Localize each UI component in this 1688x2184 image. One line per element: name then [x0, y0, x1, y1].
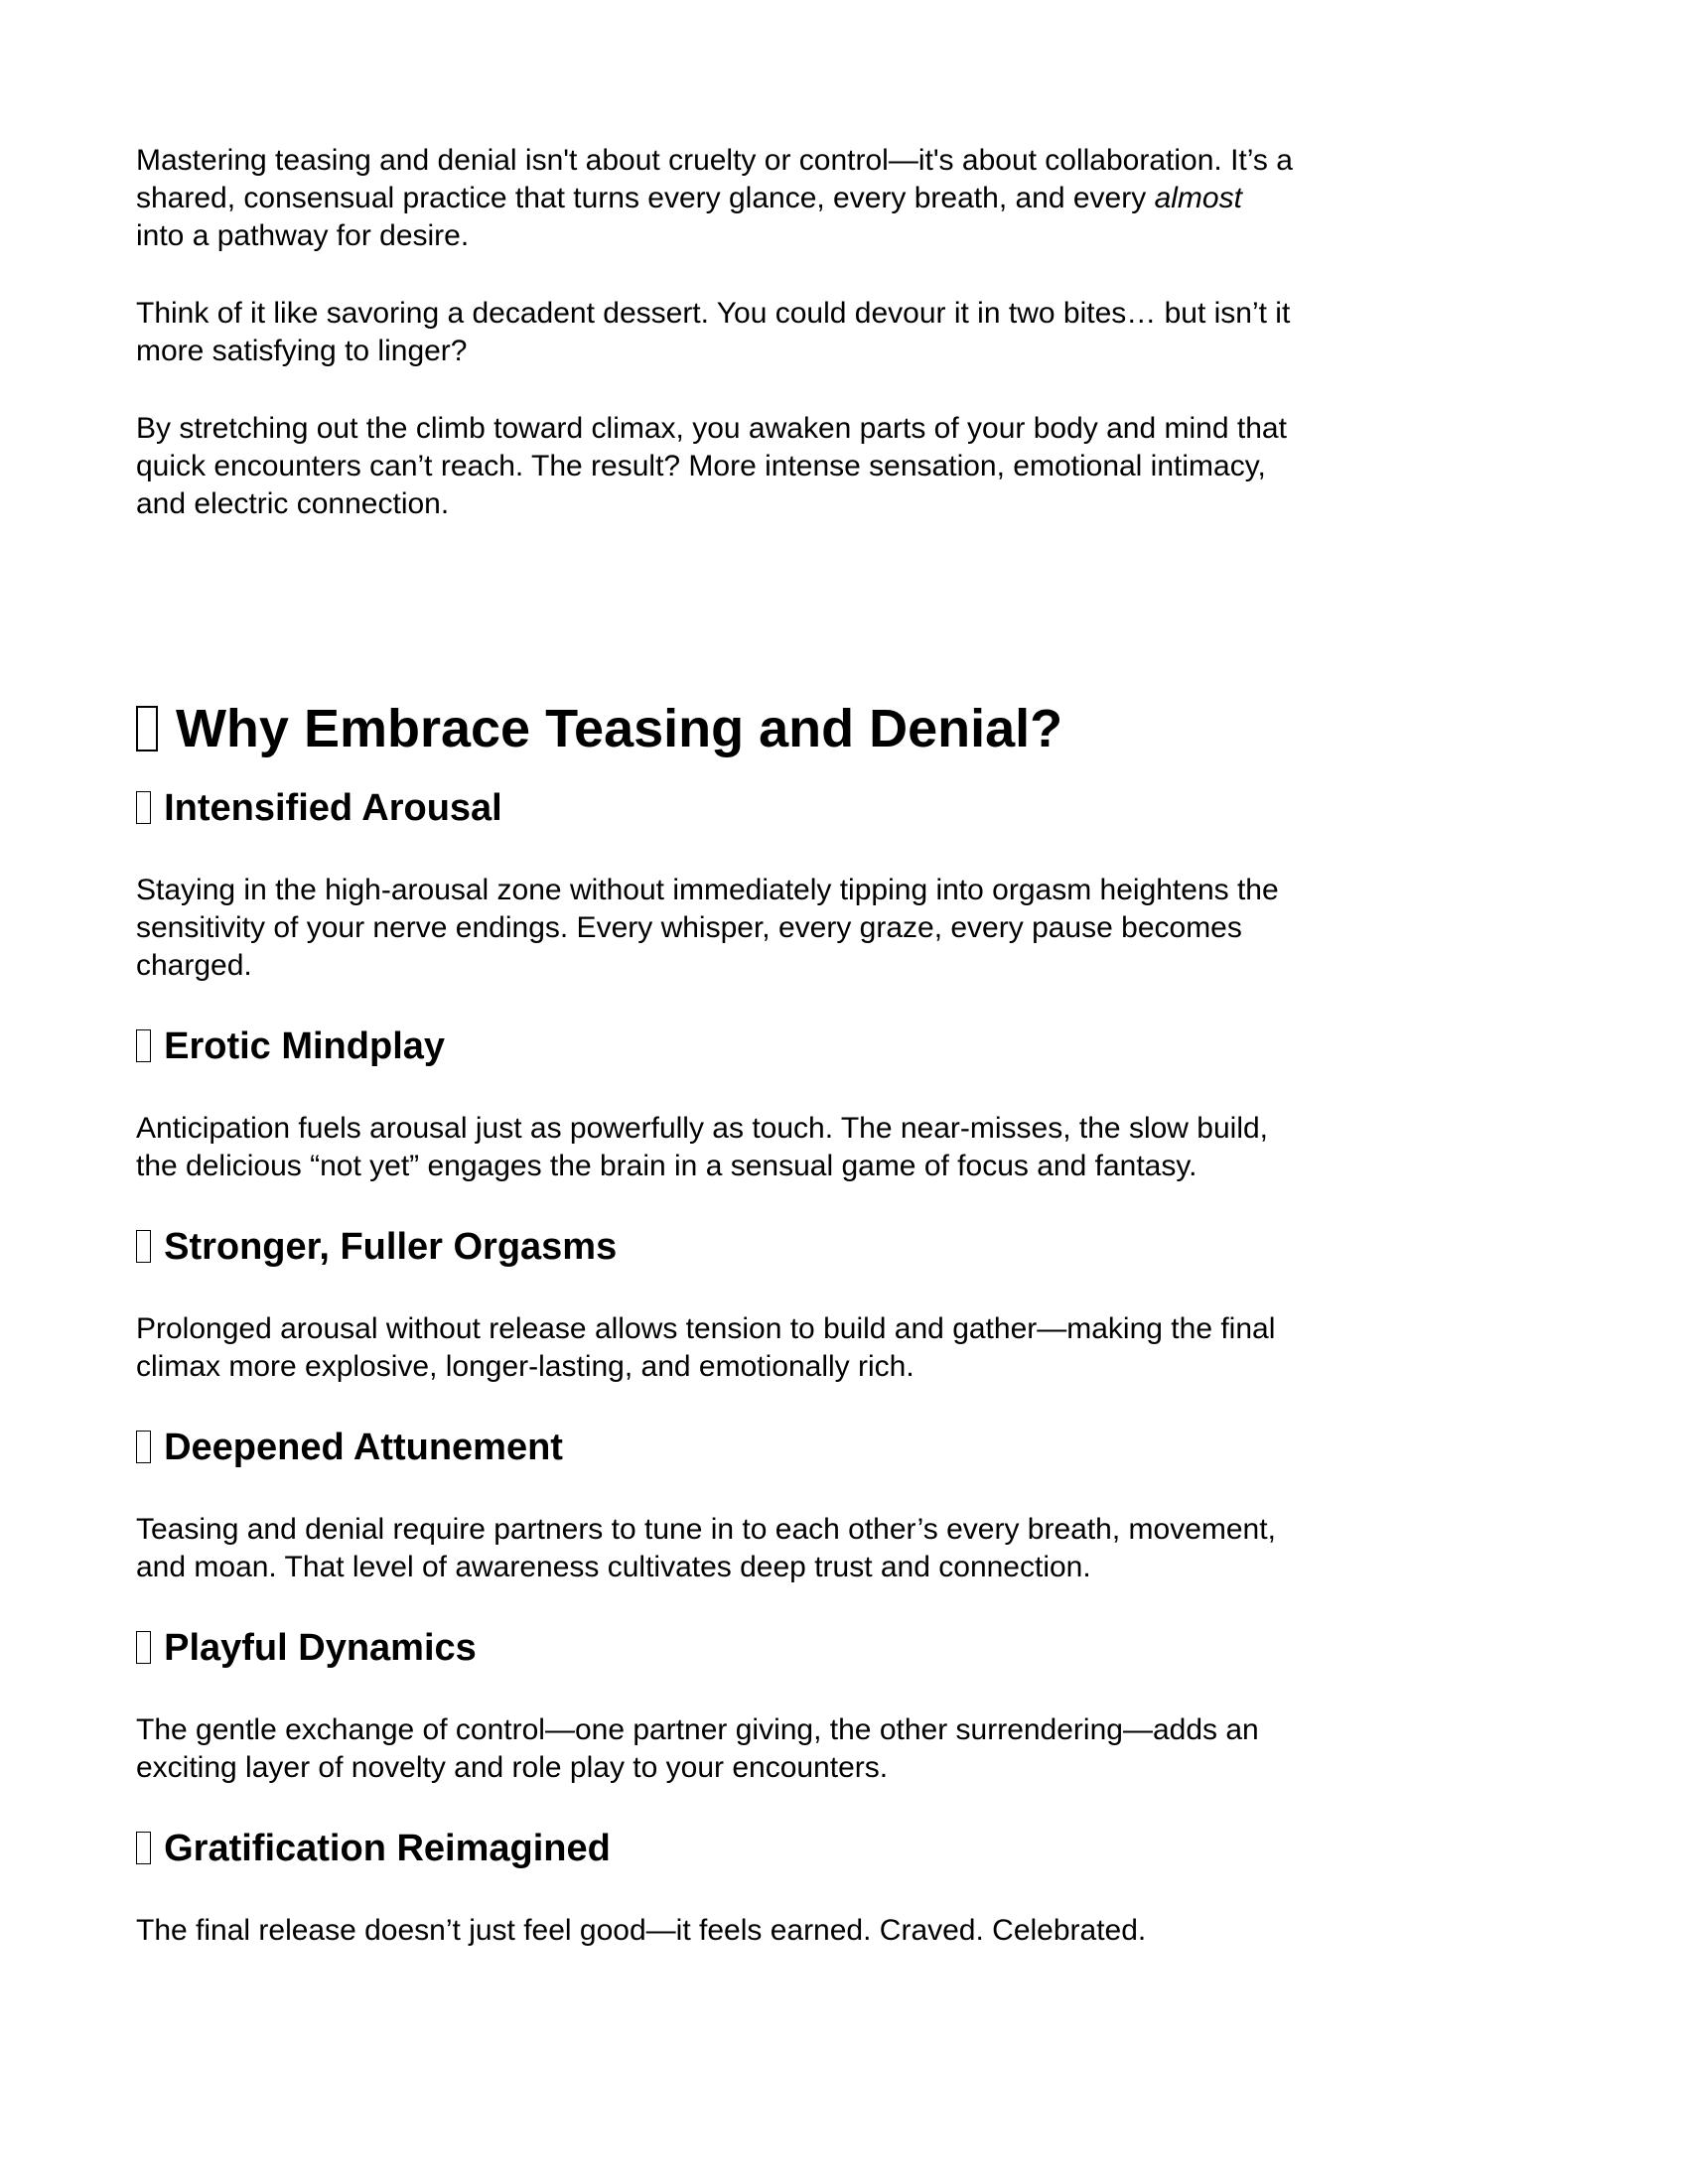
text-run: Staying in the high-arousal zone without immediately tipping into orgasm heightens the: [136, 874, 1279, 906]
text-run: By stretching out the climb toward climax, you awaken parts of your body and mind that: [136, 412, 1287, 445]
subsection-title: [136, 1626, 1569, 1670]
text-run: The gentle exchange of control—one partner giving, the other surrendering—adds an: [136, 1713, 1259, 1746]
text-line: [136, 448, 1569, 485]
text-line: [136, 1912, 1569, 1950]
heading-text: Erotic Mindplay: [164, 1025, 446, 1067]
paragraph: [136, 1711, 1569, 1787]
text-run: Prolonged arousal without release allows tension to build and gather—making the final: [136, 1312, 1276, 1345]
paragraph: [136, 142, 1569, 255]
text-run: shared, consensual practice that turns every glance, every breath, and every: [136, 182, 1155, 214]
text-line: [136, 947, 1569, 985]
text-line: [136, 1310, 1569, 1348]
text-line: [136, 485, 1569, 523]
text-line: [136, 1148, 1569, 1185]
heading-text: Playful Dynamics: [164, 1627, 477, 1669]
paragraph: [136, 872, 1569, 985]
paragraph: [136, 1110, 1569, 1185]
text-line: [136, 1549, 1569, 1586]
heading-text: Why Embrace Teasing and Denial?: [175, 699, 1063, 758]
text-line: [136, 333, 1569, 370]
text-run: sensitivity of your nerve endings. Every whisper, every graze, every pause becomes: [136, 911, 1242, 944]
heading-text: Deepened Attunement: [164, 1427, 563, 1468]
text-run: into a pathway for desire.: [136, 219, 470, 252]
text-run: Teasing and denial require partners to tune in to each other’s every breath, movement,: [136, 1513, 1276, 1546]
text-run: more satisfying to linger?: [136, 335, 468, 367]
missing-emoji-icon: [136, 706, 158, 751]
italic-text-run: almost: [1154, 182, 1242, 214]
text-line: [136, 295, 1569, 333]
text-run: and moan. That level of awareness cultivates deep trust and connection.: [136, 1551, 1091, 1583]
text-run: and electric connection.: [136, 487, 450, 520]
subsection-title: [136, 1225, 1569, 1269]
text-run: The final release doesn’t just feel good—it feels earned. Craved. Celebrated.: [136, 1914, 1147, 1947]
text-run: the delicious “not yet” engages the brain in a sensual game of focus and fantasy.: [136, 1150, 1197, 1182]
subsection-title: [136, 1426, 1569, 1469]
paragraph: [136, 1310, 1569, 1386]
paragraph: [136, 410, 1569, 523]
missing-emoji-icon: [136, 1029, 151, 1062]
heading-text: Gratification Reimagined: [164, 1828, 611, 1869]
missing-emoji-icon: [136, 1431, 151, 1463]
text-line: [136, 142, 1569, 180]
text-line: [136, 872, 1569, 909]
text-line: [136, 1749, 1569, 1787]
paragraph: [136, 1511, 1569, 1586]
section-title: [136, 697, 1569, 760]
missing-emoji-icon: [136, 1832, 151, 1864]
text-run: Anticipation fuels arousal just as powerfully as touch. The near-misses, the slow build,: [136, 1112, 1269, 1145]
missing-emoji-icon: [136, 1230, 151, 1263]
text-run: quick encounters can’t reach. The result? More intense sensation, emotional intimacy,: [136, 450, 1266, 482]
paragraph: [136, 1912, 1569, 1950]
text-run: Think of it like savoring a decadent dessert. You could devour it in two bites… but isn’t it: [136, 297, 1291, 330]
missing-emoji-icon: [136, 791, 151, 824]
paragraph: [136, 295, 1569, 370]
subsection-title: [136, 1024, 1569, 1068]
text-line: [136, 1110, 1569, 1148]
text-line: [136, 1511, 1569, 1549]
text-line: [136, 1711, 1569, 1749]
text-line: [136, 410, 1569, 448]
heading-text: Intensified Arousal: [164, 787, 502, 829]
text-line: [136, 217, 1569, 255]
text-run: Mastering teasing and denial isn't about cruelty or control—it's about collaboration. It’s a: [136, 144, 1293, 177]
text-line: [136, 909, 1569, 947]
text-run: charged.: [136, 949, 252, 982]
text-line: [136, 1348, 1569, 1386]
text-run: climax more explosive, longer-lasting, and emotionally rich.: [136, 1350, 914, 1383]
text-run: exciting layer of novelty and role play to your encounters.: [136, 1751, 889, 1784]
heading-text: Stronger, Fuller Orgasms: [164, 1226, 618, 1268]
subsection-title: [136, 1827, 1569, 1870]
missing-emoji-icon: [136, 1631, 151, 1664]
subsection-title: [136, 786, 1569, 830]
text-line: [136, 180, 1569, 217]
